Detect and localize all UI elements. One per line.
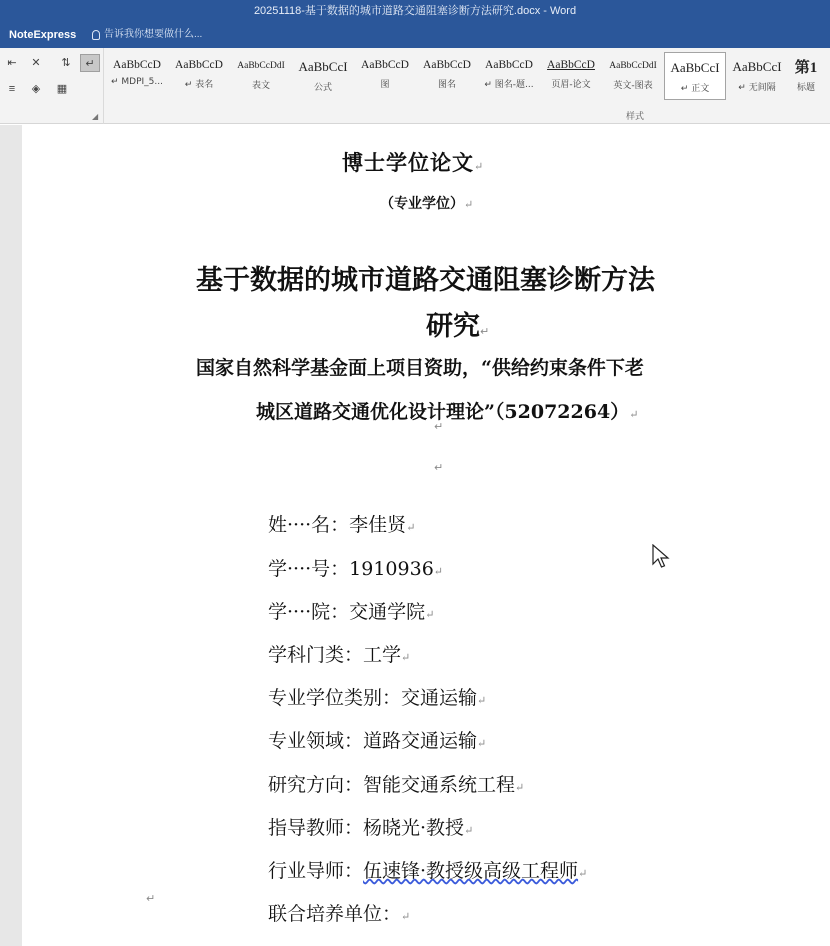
paragraph-mark: ↵	[401, 910, 411, 923]
field-value: 道路交通运输	[363, 730, 478, 752]
window-title-bar	[0, 0, 830, 22]
style-no-spacing[interactable]	[726, 52, 788, 100]
tab-noteexpress[interactable]: NoteExpress	[9, 29, 77, 41]
line-spacing-icon[interactable]: ≡	[8, 83, 16, 95]
field-label: 行业导师：	[268, 860, 364, 882]
paragraph-mark: ↵	[401, 651, 411, 664]
thesis-title-line1: 基于数据的城市道路交通阻塞诊断方法	[196, 265, 655, 296]
style-name: 图名	[437, 80, 456, 90]
field-label: 联合培养单位：	[268, 903, 402, 925]
heading-professional-text: （专业学位）	[380, 196, 464, 212]
field-value: 杨晓光·教授	[363, 817, 465, 839]
paragraph-mark: ↵	[464, 198, 474, 211]
field-label: 指导教师：	[268, 817, 364, 839]
show-paragraph-marks-icon[interactable]: ↵	[80, 54, 100, 72]
style-sample: AaBbCcD	[547, 59, 595, 71]
field-student-id	[268, 554, 443, 581]
heading-professional	[380, 193, 473, 213]
chinese-layout-icon[interactable]: ✕	[31, 57, 41, 69]
style-sample: AaBbCcD	[361, 59, 409, 71]
funding-line1: 国家自然科学基金面上项目资助，“供给约束条件下老	[196, 357, 644, 379]
field-label: 研究方向：	[268, 774, 364, 796]
paragraph-mark: ↵	[434, 421, 444, 433]
style-sample: AaBbCcI	[732, 59, 782, 74]
tell-me-search[interactable]	[92, 22, 202, 48]
document-page[interactable]	[22, 125, 830, 946]
shading-icon[interactable]: ◈	[31, 83, 41, 95]
field-label: 姓····名：	[268, 514, 350, 536]
funding-line2	[256, 397, 638, 424]
paragraph-mark: ↵	[578, 867, 588, 880]
style-sample: AaBbCcD	[175, 59, 223, 71]
style-sample: AaBbCcDdI	[609, 61, 657, 71]
field-value: 伍速锋·教授级高级工程师	[363, 860, 579, 882]
field-research-direction	[268, 770, 524, 797]
field-label: 专业学位类别：	[268, 687, 402, 709]
style-normal[interactable]	[664, 52, 726, 100]
style-sample: AaBbCcI	[298, 59, 348, 74]
style-name: ↵ 无间隔	[738, 83, 776, 93]
heading-degree-type	[342, 147, 484, 177]
style-figure[interactable]	[354, 52, 416, 100]
field-domain	[268, 726, 486, 753]
style-sample: AaBbCcD	[423, 59, 471, 71]
style-name: 公式	[313, 83, 332, 93]
field-degree-category	[268, 683, 486, 710]
field-value: 李佳贤	[349, 514, 407, 536]
style-name: ↵ 正文	[680, 84, 710, 94]
ribbon-tab-strip	[0, 22, 830, 48]
style-name: 页眉-论文	[551, 80, 591, 90]
field-value: 交通运输	[401, 687, 478, 709]
style-sample: AaBbCcI	[670, 60, 720, 75]
paragraph-mark: ↵	[480, 325, 490, 338]
paragraph-mark: ↵	[464, 824, 474, 837]
thesis-title-line2	[426, 304, 489, 343]
paragraph-mark: ↵	[477, 694, 487, 707]
sort-icon[interactable]: ⇅	[61, 57, 71, 69]
style-english-chart[interactable]	[602, 52, 664, 100]
style-sample: AaBbCcD	[485, 59, 533, 71]
style-name: ↵ 表名	[184, 80, 214, 90]
field-advisor	[268, 813, 473, 840]
paragraph-mark: ↵	[629, 408, 639, 421]
style-name: ↵ MDPI_5...	[111, 77, 163, 87]
paragraph-mark: ↵	[434, 462, 444, 474]
paragraph-mark: ↵	[425, 608, 435, 621]
field-industry-mentor	[268, 856, 587, 883]
style-heading[interactable]	[788, 52, 824, 100]
paragraph-mark: ↵	[433, 565, 444, 578]
style-name: 图	[380, 80, 390, 90]
field-value: 工学	[363, 644, 402, 666]
styles-gallery	[106, 52, 824, 102]
field-label: 学科门类：	[268, 644, 364, 666]
borders-icon[interactable]: ▦	[56, 83, 68, 95]
funding-line2-text: 城区道路交通优化设计理论”（52072264）	[256, 401, 630, 423]
style-header-thesis[interactable]	[540, 52, 602, 100]
style-name: 表文	[251, 81, 270, 91]
paragraph-group	[0, 48, 104, 124]
heading-degree-text: 博士学位论文	[342, 150, 474, 175]
style-formula[interactable]	[292, 52, 354, 100]
field-label: 专业领域：	[268, 730, 364, 752]
style-table-name[interactable]	[168, 52, 230, 100]
style-sample: 第1	[794, 60, 818, 76]
style-mdpi[interactable]	[106, 52, 168, 100]
styles-group-label: 样式	[626, 112, 645, 122]
paragraph-mark: ↵	[406, 521, 416, 534]
ribbon	[0, 48, 830, 124]
field-label: 学····院：	[268, 601, 350, 623]
decrease-indent-icon[interactable]: ⇤	[7, 57, 17, 69]
field-discipline	[268, 640, 410, 667]
field-label: 学····号：	[268, 558, 350, 580]
style-figure-name[interactable]	[416, 52, 478, 100]
field-value: 1910936	[349, 558, 434, 580]
field-value: 交通学院	[349, 601, 426, 623]
paragraph-mark: ↵	[146, 893, 156, 905]
window-title: 20251118-基于数据的城市道路交通阻塞诊断方法研究.docx - Word	[253, 5, 577, 17]
style-sample: AaBbCcD	[113, 59, 161, 71]
lightbulb-icon	[92, 30, 100, 40]
style-name: ↵ 图名-题...	[484, 80, 534, 90]
mouse-pointer-icon	[652, 544, 670, 570]
paragraph-dialog-launcher-icon[interactable]: ◢	[92, 112, 99, 121]
paragraph-mark: ↵	[477, 737, 487, 750]
style-name: 标题	[796, 83, 815, 93]
field-name	[268, 510, 415, 537]
style-table-text[interactable]	[230, 52, 292, 100]
paragraph-mark: ↵	[515, 781, 525, 794]
field-school	[268, 597, 434, 624]
document-area	[0, 125, 830, 946]
field-joint-unit	[268, 899, 410, 926]
style-figure-title[interactable]	[478, 52, 540, 100]
thesis-title-line2-text: 研究	[426, 311, 480, 342]
style-name: 英文-图表	[613, 81, 653, 91]
paragraph-mark: ↵	[474, 160, 485, 173]
tell-me-text: 告诉我你想要做什么...	[104, 29, 203, 40]
field-value: 智能交通系统工程	[363, 774, 516, 796]
style-sample: AaBbCcDdI	[237, 61, 285, 71]
